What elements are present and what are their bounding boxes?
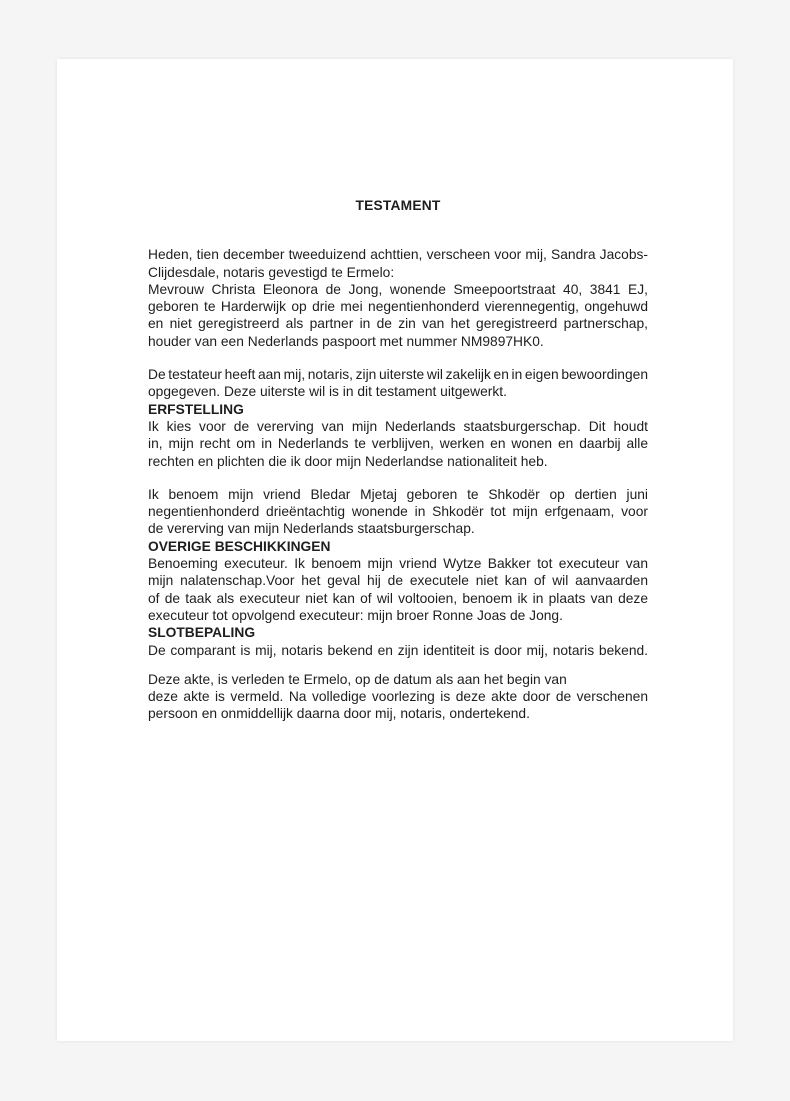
text-line: Ik benoem mijn vriend Bledar Mjetaj geboren te Shkodër op dertien juni [148,486,648,502]
paragraph-slot-1 [148,642,648,659]
text-line: geboren te Harderwijk op drie mei negentienhonderd vierennegentig, ongehuwd [148,299,648,315]
text-line: opgegeven. Deze uiterste wil is in dit testament uitgewerkt. [148,384,507,400]
text-line: persoon en onmiddellijk daarna door mij, notaris, ondertekend. [148,706,530,722]
paragraph-intro-testator [148,281,648,350]
text-line: Benoeming executeur. Ik benoem mijn vriend Wytze Bakker tot executeur van [148,556,648,572]
text-line: executeur tot opvolgend executeur: mijn broer Ronne Joas de Jong. [148,607,563,623]
text-line: De testateur heeft aan mij, notaris, zijn uiterste wil zakelijk en in eigen bewoordingen [148,367,648,383]
text-line: deze akte is vermeld. Na volledige voorlezing is deze akte door de verschenen [148,689,648,705]
text-line: of de taak als executeur niet kan of wil voltooien, benoem ik in plaats van deze [148,590,648,606]
text-line: mijn nalatenschap.Voor het geval hij de executele niet kan of wil aanvaarden [148,573,648,589]
paragraph-erfstelling-1 [148,418,648,470]
text-line: de vererving van mijn Nederlands staatsburgerschap. [148,521,475,537]
text-line: Heden, tien december tweeduizend achttien, verscheen voor mij, Sandra Jacobs- [148,247,648,263]
paragraph-intro-appearance [148,246,648,281]
text-line: Deze akte, is verleden te Ermelo, op de datum als aan het begin van [148,671,567,687]
paragraph-erfstelling-2 [148,486,648,538]
paragraph-overige [148,555,648,624]
document-page [57,59,733,1041]
document-content [148,197,648,723]
document-title: TESTAMENT [355,198,441,213]
text-line: rechten en plichten die ik door mijn Nederlandse nationaliteit heb. [148,453,548,469]
text-line: en niet geregistreerd als partner in de zin van het geregistreerd partnerschap, [148,316,648,332]
section-heading-erfstelling: ERFSTELLING [148,401,244,417]
text-line: Clijdesdale, notaris gevestigd te Ermelo: [148,264,395,280]
text-line: Ik kies voor de vererving van mijn Nederlands staatsburgerschap. Dit houdt [148,418,648,434]
section-heading-overige-beschikkingen: OVERIGE BESCHIKKINGEN [148,538,331,554]
text-line: De comparant is mij, notaris bekend en zijn identiteit is door mij, notaris bekend. [148,642,648,658]
paragraph-slot-2 [148,671,648,723]
text-line: in, mijn recht om in Nederlands te verblijven, werken en wonen en daarbij alle [148,436,648,452]
paragraph-declaration [148,366,648,401]
text-line: houder van een Nederlands paspoort met nummer NM9897HK0. [148,333,544,349]
text-line: Mevrouw Christa Eleonora de Jong, wonende Smeepoortstraat 40, 3841 EJ, [148,281,648,297]
text-line: negentienhonderd drieëntachtig wonende in Shkodër tot mijn erfgenaam, voor [148,504,648,520]
section-heading-slotbepaling: SLOTBEPALING [148,625,256,641]
